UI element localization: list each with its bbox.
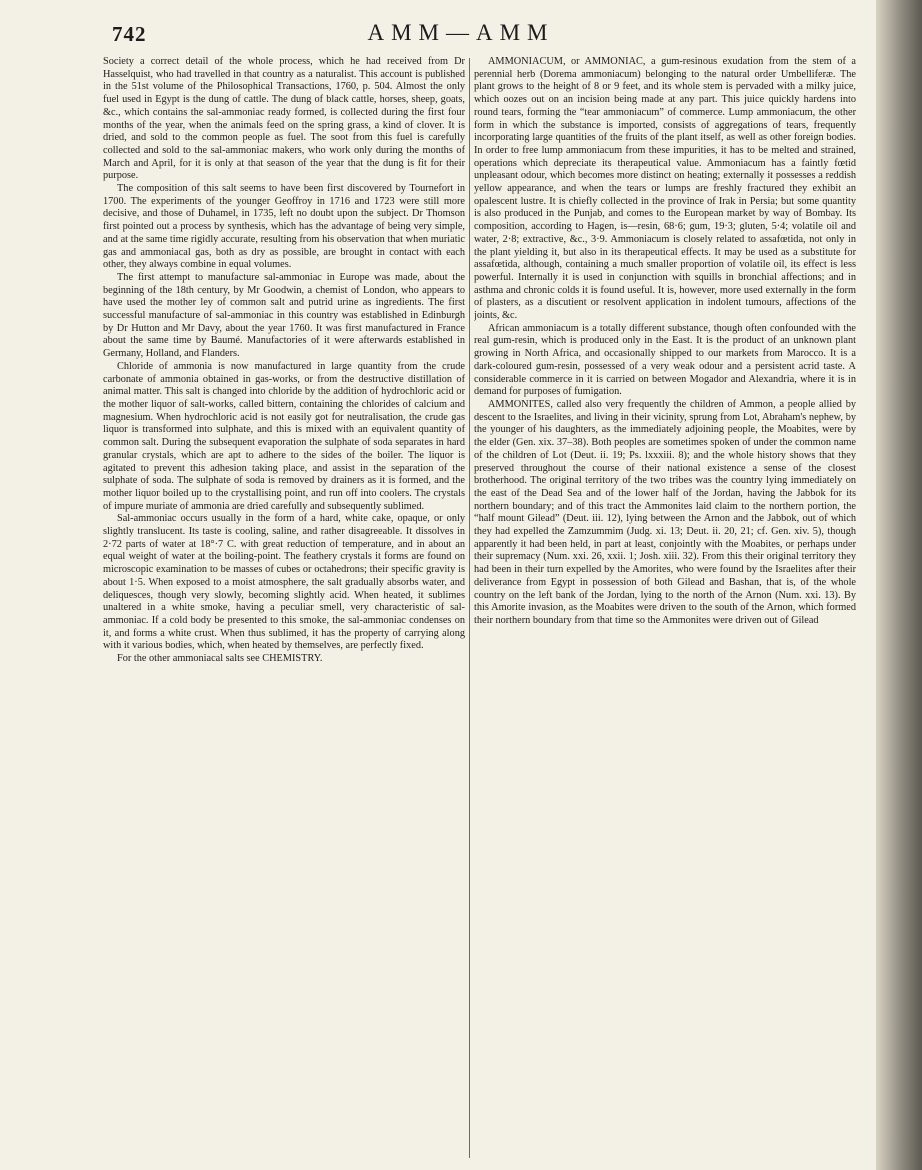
paragraph: Chloride of ammonia is now manufactured in large quantity from the crude carbonate of ammonia obtained in gas-works, or from the destructive distillation of animal matter. This salt is changed into chloride by the addition of hydrochloric acid or the mother liquor of salt-works, called bittern, containing the chlorides of calcium and magnesium. When hydrochloric acid is not easily got for neutralisation, the crude gas liquor is transformed into sulphate, and this is mixed with an equivalent quantity of common salt. During the subsequent evaporation the sulphate of soda separates in hard granular crystals, which are apt to adhere to the sides of the boiler. The liquor is agitated to prevent this adhesion taking place, and assist in the separation of the sulphate of soda. The sulphate of soda is removed by drainers as it is formed, and the mother liquor boiled up to the crystallising point, and run off into coolers. The crystals of impure muriate of ammonia are dried carefully and subsequently sublimed. (103, 360, 465, 512)
paragraph: African ammoniacum is a totally different substance, though often confounded with the real gum-resin, which is produced only in the East. It is the product of an unknown plant growing in North Africa, and occasionally shipped to our markets from Marocco. It is a dark-coloured gum-resin, possessed of a very weak odour and a persistent acrid taste. A considerable commerce in it is carried on between Mogador and Alexandria, where it is in demand for purposes of fumigation. (474, 322, 856, 398)
entry-ammoniacum: AMMONIACUM, or AMMONIAC, a gum-resinous exudation from the stem of a perennial herb (Dorema ammoniacum) belonging to the natural order Umbelliferæ. The plant grows to the height of 8 or 9 feet, and its whole stem is pervaded with a milky juice, which oozes out on an incision being made at any part. This juice quickly hardens into round tears, forming the “tear ammoniacum” of commerce. Lump ammoniacum, the other form in which the substance is imported, consists of aggregations of tears, frequently incorporating large quantities of the fruits of the plant itself, as well as other foreign bodies. In order to free lump ammoniacum from these impurities, it has to be melted and strained, operations which depreciate its therapeutical value. Ammoniacum has a faintly fœtid unpleasant odour, which becomes more distinct on heating; externally it possesses a reddish yellow appearance, and when the tears or lumps are freshly fractured they exhibit an opalescent lustre. It is chiefly collected in the province of Irak in Persia; but some quantity is also produced in the Punjab, and comes to the European market by way of Bombay. Its composition, according to Hagen, is—resin, 68·6; gum, 19·3; gluten, 5·4; volatile oil and water, 2·8; extractive, &c., 3·9. Ammoniacum is closely related to assafœtida, not only in the plant yielding it, but also in its therapeutical effects. It may be used as a substitute for assafœtida, although, containing a much smaller proportion of volatile oil, its effect is less powerful. Internally it is used in conjunction with squills in bronchial affections; and in asthma and chronic colds it is found useful. It is, however, more used externally in the form of plasters, as a discutient or resolvent application in indolent tumours, affections of the joints, &c. (474, 56, 856, 322)
paragraph: Society a correct detail of the whole process, which he had received from Dr Hasselquist, who had travelled in that country as a naturalist. This account is published in the 51st volume of the Philosophical Transactions, 1760, p. 504. Almost the only fuel used in Egypt is the dung of cattle. The dung of black cattle, horses, sheep, goats, &c., which contains the sal-ammoniac ready formed, is collected during the first four months of the year, when the animals feed on the spring grass, a kind of clover. It is dried, and sold to the common people as fuel. The soot from this fuel is carefully collected and sold to the sal-ammoniac makers, who work only during the months of March and April, for it is only at that season of the year that the dung is fit for their purpose. (103, 56, 465, 182)
left-column (103, 56, 465, 1156)
right-column (474, 56, 856, 1156)
paragraph: The composition of this salt seems to have been first discovered by Tournefort in 1700. The experiments of the younger Geoffroy in 1716 and 1723 were still more decisive, and those of Duhamel, in 1735, left no doubt upon the subject. Dr Thomson first pointed out a process by synthesis, which has the advantage of being very simple, and at the same time rigidly accurate, resulting from his observation that when muriatic gas and ammoniacal gas, both as dry as possible, are brought in contact with each other, they always combine in equal volumes. (103, 183, 465, 271)
paragraph: For the other ammoniacal salts see CHEMISTRY. (117, 653, 323, 665)
paragraph: The first attempt to manufacture sal-ammoniac in Europe was made, about the beginning of the 18th century, by Mr Goodwin, a chemist of London, who appears to have used the mother ley of common salt and putrid urine as ingredients. The first successful manufacture of sal-ammoniac in this country was established in Edinburgh by Dr Hutton and Mr Davy, about the year 1760. It was first manufactured in France about the same time by Baumé. Manufactories of it were afterwards established in Germany, Holland, and Flanders. (103, 271, 465, 360)
paragraph: Sal-ammoniac occurs usually in the form of a hard, white cake, opaque, or only slightly translucent. Its taste is cooling, saline, and rather disagreeable. It dissolves in 2·72 parts of water at 18°·7 C. with great reduction of temperature, and in about an equal weight of water at the boiling-point. The feathery crystals it forms are found on microscopic examination to be masses of cubes or octahedrons; their specific gravity is about 1·5. When exposed to a moist atmosphere, the salt gradually absorbs water, and deliquesces, though very slowly, becoming slightly acid. When heated, it sublimes unaltered in a white smoke, having a peculiar smell, very characteristic of sal-ammoniac. If a cold body be presented to this smoke, the sal-ammoniac condenses on it, and forms a white crust. When thus sublimed, it has the property of carrying along with it various bodies, which, when heated by themselves, are perfectly fixed. (103, 513, 465, 652)
page-number: 742 (112, 22, 147, 46)
entry-ammonites: AMMONITES, called also very frequently the children of Ammon, a people allied by descent to the Israelites, and living in their vicinity, sprung from Lot, Abraham's nephew, by the younger of his daughters, as the immediately adjoining people, the Moabites, were by the elder (Gen. xix. 37–38). Both peoples are sometimes spoken of under the common name of the children of Lot (Deut. ii. 19; Ps. lxxxiii. 8); and the whole history shows that they preserved throughout the course of their national existence a sense of the closest brotherhood. The original territory of the two tribes was the country lying immediately on the east of the Dead Sea and of the lower half of the Jordan, having the Jabbok for its northern boundary; and of this tract the Ammonites laid claim to the northern portion, the “half mount Gilead” (Deut. iii. 12), lying between the Arnon and the Jabbok, out of which they had expelled the Zamzummim (Judg. xi. 13; Deut. ii. 20, 21; cf. Gen. xiv. 5), though apparently it had been held, in part at least, conjointly with the Moabites, or perhaps under their supremacy (Num. xxi. 26, xxii. 1; Josh. xiii. 32). From this their original territory they had been in their turn expelled by the Amorites, who were found by the Israelites after their deliverance from Egypt in possession of both Gilead and Bashan, that is, of the whole country on the left bank of the Jordan, lying to the north of the Arnon (Num. xxi. 13). By this Amorite invasion, as the Moabites were driven to the south of the Arnon, which formed their northern boundary from that time so the Ammonites were driven out of Gilead (474, 398, 856, 626)
column-divider (469, 58, 470, 1158)
page-header (0, 0, 922, 62)
page-edge-shadow (876, 0, 922, 1170)
running-head: AMM—AMM (367, 20, 555, 45)
